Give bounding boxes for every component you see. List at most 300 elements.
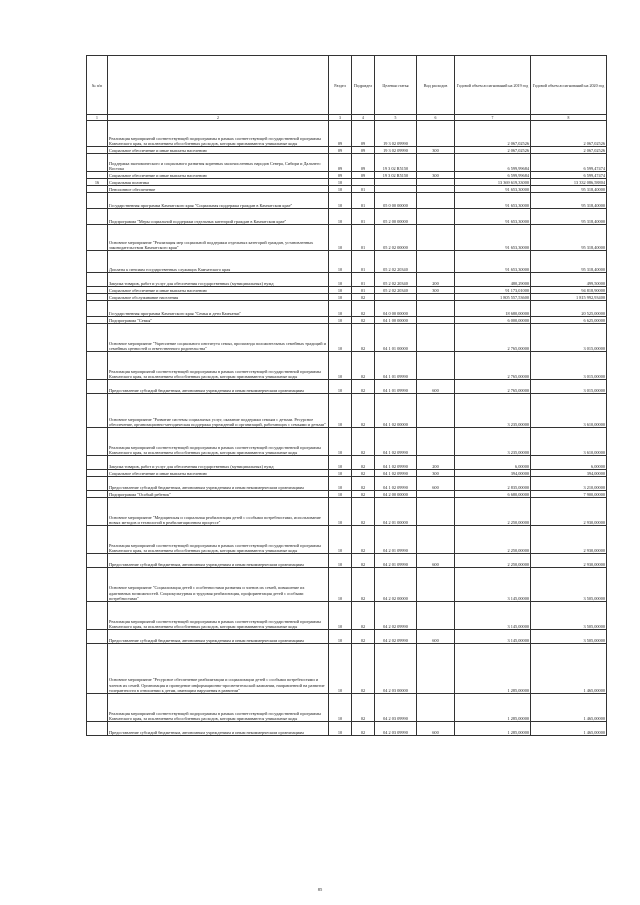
row-target-article: 05 2 02 00000	[375, 225, 417, 251]
row-amount-2020: 1 815 992,93400	[531, 294, 607, 301]
row-num	[87, 477, 108, 491]
row-amount-2019: 1 805 557,53600	[455, 294, 531, 301]
row-name: Закупка товаров, работ и услуг для обеспечения государственных (муниципальных) нужд	[108, 273, 329, 287]
row-amount-2020: 1 465,00000	[531, 694, 607, 722]
row-razdel: 10	[329, 722, 352, 736]
table-row	[87, 602, 607, 630]
row-amount-2020: 6,00000	[531, 456, 607, 470]
row-num	[87, 287, 108, 294]
row-razdel: 09	[329, 154, 352, 172]
table-row	[87, 394, 607, 428]
row-amount-2020: 3 610,00000	[531, 394, 607, 428]
row-target-article: 04 2 03 00000	[375, 644, 417, 694]
row-razdel: 10	[329, 352, 352, 380]
row-razdel: 10	[329, 428, 352, 456]
row-amount-2020: 3 610,00000	[531, 428, 607, 456]
row-amount-2019: 3 145,00000	[455, 630, 531, 644]
row-expense-type	[417, 209, 455, 225]
row-expense-type: 600	[417, 554, 455, 568]
table-body	[87, 121, 607, 736]
row-amount-2020: 6 625,00000	[531, 317, 607, 324]
row-num	[87, 428, 108, 456]
row-target-article: 04 1 01 09990	[375, 380, 417, 394]
row-amount-2020: 3 505,00000	[531, 630, 607, 644]
row-razdel: 10	[329, 554, 352, 568]
table-row	[87, 477, 607, 491]
row-expense-type	[417, 694, 455, 722]
table-row	[87, 225, 607, 251]
row-expense-type	[417, 498, 455, 526]
row-target-article: 04 2 02 00000	[375, 568, 417, 602]
row-razdel: 10	[329, 380, 352, 394]
header-2019: Годовой объем ассигнований на 2019 год	[455, 56, 531, 115]
table-row	[87, 644, 607, 694]
row-expense-type	[417, 301, 455, 317]
row-razdel: 10	[329, 186, 352, 193]
row-target-article: 04 2 01 09990	[375, 554, 417, 568]
row-target-article: 05 2 02 20340	[375, 273, 417, 287]
row-name: Закупка товаров, работ и услуг для обеспечения государственных (муниципальных) нужд	[108, 456, 329, 470]
row-num	[87, 324, 108, 352]
table-row	[87, 179, 607, 186]
table-row	[87, 498, 607, 526]
table-row	[87, 722, 607, 736]
row-num	[87, 456, 108, 470]
row-expense-type: 200	[417, 273, 455, 287]
row-num	[87, 554, 108, 568]
row-expense-type: 600	[417, 722, 455, 736]
row-expense-type	[417, 225, 455, 251]
header-num: № п/п	[87, 56, 108, 115]
row-target-article: 04 1 00 00000	[375, 317, 417, 324]
row-razdel: 10	[329, 477, 352, 491]
row-name: Предоставление субсидий бюджетным, автономным учреждениям и иным некоммерческим организациям	[108, 630, 329, 644]
row-expense-type	[417, 154, 455, 172]
row-razdel: 10	[329, 694, 352, 722]
row-expense-type	[417, 428, 455, 456]
row-amount-2019: 2 765,00000	[455, 324, 531, 352]
row-num	[87, 491, 108, 498]
row-expense-type	[417, 394, 455, 428]
row-amount-2020: 3 015,00000	[531, 324, 607, 352]
row-target-article	[375, 294, 417, 301]
row-podrazdel: 02	[352, 317, 375, 324]
row-amount-2019: 2 765,00000	[455, 352, 531, 380]
row-expense-type	[417, 317, 455, 324]
row-expense-type: 300	[417, 172, 455, 179]
row-amount-2019: 1 285,00000	[455, 722, 531, 736]
row-target-article	[375, 186, 417, 193]
row-target-article: 04 1 01 00000	[375, 324, 417, 352]
colnum: 7	[455, 115, 531, 121]
row-num	[87, 722, 108, 736]
table-row	[87, 251, 607, 273]
row-num	[87, 251, 108, 273]
row-amount-2019: 2 250,00000	[455, 498, 531, 526]
row-podrazdel: 02	[352, 301, 375, 317]
colnum: 6	[417, 115, 455, 121]
row-num	[87, 193, 108, 209]
row-num	[87, 498, 108, 526]
row-amount-2020: 95 318,40000	[531, 209, 607, 225]
row-amount-2019: 6 599,99684	[455, 154, 531, 172]
row-name: Подпрограмма "Меры социальной поддержки отдельных категорий граждан в Камчатском крае"	[108, 209, 329, 225]
row-expense-type	[417, 193, 455, 209]
row-podrazdel: 02	[352, 477, 375, 491]
row-num	[87, 568, 108, 602]
row-amount-2020: 2 930,00000	[531, 498, 607, 526]
table-row	[87, 294, 607, 301]
row-num: 16	[87, 179, 108, 186]
row-amount-2020: 2 930,00000	[531, 554, 607, 568]
row-amount-2019: 6 680,00000	[455, 491, 531, 498]
row-num	[87, 630, 108, 644]
row-expense-type	[417, 491, 455, 498]
row-razdel: 10	[329, 294, 352, 301]
row-expense-type: 600	[417, 477, 455, 491]
table-row	[87, 121, 607, 147]
row-amount-2019: 6 000,00000	[455, 317, 531, 324]
row-amount-2020: 94 818,90000	[531, 287, 607, 294]
row-amount-2019: 6 599,99684	[455, 172, 531, 179]
row-name: Реализация мероприятий соответствующей подпрограммы в рамках соответствующей государственной программы Камчатского края, за исключением обособленных расходов, которым присваиваются уникальные коды	[108, 526, 329, 554]
table-row	[87, 694, 607, 722]
row-amount-2019: 394,00000	[455, 470, 531, 477]
row-name: Предоставление субсидий бюджетным, автономным учреждениям и иным некоммерческим организациям	[108, 380, 329, 394]
row-amount-2019: 2 765,00000	[455, 380, 531, 394]
colnum: 8	[531, 115, 607, 121]
row-num	[87, 301, 108, 317]
row-name: Основное мероприятие "Медицинская и социальная реабилитация детей с особыми потребностями, использование новых методов и технологий в реабилитационном процессе"	[108, 498, 329, 526]
row-name: Реализация мероприятий соответствующей подпрограммы в рамках соответствующей государственной программы Камчатского края, за исключением обособленных расходов, которым присваиваются уникальные коды	[108, 121, 329, 147]
row-podrazdel: 02	[352, 630, 375, 644]
table-row	[87, 526, 607, 554]
row-amount-2019: 91 653,30000	[455, 193, 531, 209]
row-expense-type: 600	[417, 630, 455, 644]
row-razdel: 10	[329, 301, 352, 317]
row-amount-2020: 7 900,00000	[531, 491, 607, 498]
row-podrazdel: 01	[352, 273, 375, 287]
row-amount-2019: 3 145,00000	[455, 568, 531, 602]
row-num	[87, 209, 108, 225]
row-target-article: 04 2 00 00000	[375, 491, 417, 498]
row-podrazdel: 09	[352, 172, 375, 179]
row-podrazdel: 01	[352, 209, 375, 225]
row-expense-type	[417, 324, 455, 352]
table-row	[87, 287, 607, 294]
row-amount-2020: 1 465,00000	[531, 722, 607, 736]
row-expense-type	[417, 121, 455, 147]
row-name: Основное мероприятие "Социализация детей с особенностями развития и членов их семей, повышение их адаптивных возможностей. Социокультурная и трудовая реабилитация, профориентация детей с особыми потребностями"	[108, 568, 329, 602]
row-expense-type: 300	[417, 147, 455, 154]
row-razdel: 09	[329, 172, 352, 179]
row-expense-type: 200	[417, 456, 455, 470]
row-target-article: 04 2 01 09990	[375, 526, 417, 554]
table-row	[87, 154, 607, 172]
header-expense-type: Вид расходов	[417, 56, 455, 115]
row-target-article: 04 2 02 09990	[375, 630, 417, 644]
row-target-article: 04 2 03 09990	[375, 722, 417, 736]
row-razdel: 10	[329, 526, 352, 554]
row-name: Доплаты к пенсиям государственных служащих Камчатского края	[108, 251, 329, 273]
row-num	[87, 380, 108, 394]
row-amount-2020: 3 210,00000	[531, 477, 607, 491]
table-row	[87, 301, 607, 317]
row-name: Государственная программа Камчатского края "Социальная поддержка граждан в Камчатском крае"	[108, 193, 329, 209]
row-target-article: 04 1 02 09990	[375, 477, 417, 491]
row-razdel: 10	[329, 179, 352, 186]
row-name: Социальное обеспечение и иные выплаты населению	[108, 287, 329, 294]
row-amount-2019: 18 680,00000	[455, 301, 531, 317]
row-amount-2019: 91 653,30000	[455, 251, 531, 273]
header-target-article: Целевая статья	[375, 56, 417, 115]
row-amount-2019: 3 145,00000	[455, 602, 531, 630]
row-podrazdel: 02	[352, 568, 375, 602]
row-podrazdel: 02	[352, 294, 375, 301]
row-name: Предоставление субсидий бюджетным, автономным учреждениям и иным некоммерческим организациям	[108, 554, 329, 568]
row-name: Поддержка экономического и социального развития коренных малочисленных народов Севера, Сибири и Дальнего Востока	[108, 154, 329, 172]
row-podrazdel: 02	[352, 722, 375, 736]
table-row	[87, 273, 607, 287]
row-num	[87, 694, 108, 722]
row-num	[87, 394, 108, 428]
row-amount-2019: 2 835,00000	[455, 477, 531, 491]
row-amount-2020: 20 525,00000	[531, 301, 607, 317]
row-razdel: 10	[329, 317, 352, 324]
row-razdel: 10	[329, 630, 352, 644]
row-name: Социальное обеспечение и иные выплаты населению	[108, 147, 329, 154]
colnum: 2	[108, 115, 329, 121]
row-name: Государственная программа Камчатского края "Семья и дети Камчатки"	[108, 301, 329, 317]
colnum: 4	[352, 115, 375, 121]
row-expense-type	[417, 602, 455, 630]
row-razdel: 10	[329, 491, 352, 498]
row-amount-2020: 3 505,00000	[531, 568, 607, 602]
row-name: Пенсионное обеспечение	[108, 186, 329, 193]
row-amount-2020: 499,50000	[531, 273, 607, 287]
row-num	[87, 294, 108, 301]
row-num	[87, 526, 108, 554]
row-amount-2019: 1 285,00000	[455, 694, 531, 722]
table-row	[87, 186, 607, 193]
row-name: Социальное обслуживание населения	[108, 294, 329, 301]
row-target-article: 04 1 02 09990	[375, 428, 417, 456]
row-num	[87, 121, 108, 147]
row-amount-2020: 3 015,00000	[531, 380, 607, 394]
row-target-article: 19 3 02 09990	[375, 121, 417, 147]
row-amount-2019: 2 250,00000	[455, 554, 531, 568]
row-amount-2019: 1 285,00000	[455, 644, 531, 694]
row-razdel: 10	[329, 209, 352, 225]
row-amount-2020: 3 505,00000	[531, 602, 607, 630]
row-podrazdel: 02	[352, 491, 375, 498]
row-target-article: 19 3 02 09990	[375, 147, 417, 154]
row-amount-2020: 2 067,02526	[531, 121, 607, 147]
row-name: Основное мероприятие "Ресурсное обеспечение реабилитации и социализации детей с особыми потребностями и членов их семей. Организация и проведение информационно-просветительской кампании, направленной на развитие толерантности в отношении к детям, имеющим нарушения в развитии"	[108, 644, 329, 694]
row-name: Основное мероприятие "Развитие системы социальных услуг, оказание поддержки семьям с детьми. Ресурсное обеспечение, организационно-методическая поддержка учреждений и организаций, работающих с семьями и детьми"	[108, 394, 329, 428]
row-podrazdel: 02	[352, 352, 375, 380]
row-target-article: 05 2 02 20340	[375, 287, 417, 294]
page-number: 85	[317, 887, 323, 892]
row-razdel: 10	[329, 394, 352, 428]
row-expense-type: 600	[417, 380, 455, 394]
row-amount-2020: 2 067,02526	[531, 147, 607, 154]
row-podrazdel: 02	[352, 526, 375, 554]
table-row	[87, 470, 607, 477]
row-num	[87, 644, 108, 694]
row-amount-2020: 1 465,00000	[531, 644, 607, 694]
header-razdel: Раздел	[329, 56, 352, 115]
row-podrazdel: 02	[352, 602, 375, 630]
table-header-row	[87, 56, 607, 115]
table-row	[87, 352, 607, 380]
row-num	[87, 352, 108, 380]
row-podrazdel: 01	[352, 186, 375, 193]
row-razdel: 10	[329, 287, 352, 294]
row-amount-2020: 13 332 086,58804	[531, 179, 607, 186]
row-amount-2020: 95 318,40000	[531, 251, 607, 273]
row-name: Социальная политика	[108, 179, 329, 186]
row-razdel: 10	[329, 193, 352, 209]
row-amount-2019: 2 250,00000	[455, 526, 531, 554]
row-amount-2020: 95 318,40000	[531, 225, 607, 251]
row-target-article: 05 2 02 20340	[375, 251, 417, 273]
row-name: Реализация мероприятий соответствующей подпрограммы в рамках соответствующей государственной программы Камчатского края, за исключением обособленных расходов, которым присваиваются уникальные коды	[108, 428, 329, 456]
budget-table	[86, 55, 607, 736]
row-expense-type	[417, 186, 455, 193]
row-razdel: 10	[329, 273, 352, 287]
row-amount-2020: 394,00000	[531, 470, 607, 477]
row-expense-type	[417, 568, 455, 602]
row-target-article: 04 1 02 09990	[375, 456, 417, 470]
table-row	[87, 491, 607, 498]
row-num	[87, 186, 108, 193]
row-num	[87, 273, 108, 287]
row-podrazdel: 02	[352, 394, 375, 428]
row-razdel: 10	[329, 251, 352, 273]
table-row	[87, 317, 607, 324]
colnum: 3	[329, 115, 352, 121]
table-row	[87, 568, 607, 602]
row-num	[87, 602, 108, 630]
table-row	[87, 380, 607, 394]
row-expense-type	[417, 251, 455, 273]
row-name: Основное мероприятие "Укрепление социального института семьи, пропаганда положительных семейных традиций и семейных ценностей и ответственного родительства"	[108, 324, 329, 352]
row-razdel: 10	[329, 324, 352, 352]
row-razdel: 09	[329, 147, 352, 154]
row-podrazdel: 02	[352, 380, 375, 394]
row-amount-2019: 91 653,30000	[455, 225, 531, 251]
table-row	[87, 630, 607, 644]
row-podrazdel: 09	[352, 121, 375, 147]
row-expense-type	[417, 294, 455, 301]
row-expense-type	[417, 179, 455, 186]
row-num	[87, 317, 108, 324]
row-target-article: 04 2 02 09990	[375, 602, 417, 630]
row-target-article: 19 3 02 R5150	[375, 154, 417, 172]
colnum: 5	[375, 115, 417, 121]
row-amount-2019: 13 369 619,33000	[455, 179, 531, 186]
row-num	[87, 225, 108, 251]
row-podrazdel: 02	[352, 428, 375, 456]
row-amount-2020: 6 599,47474	[531, 154, 607, 172]
row-podrazdel: 02	[352, 554, 375, 568]
row-amount-2019: 91 653,30000	[455, 186, 531, 193]
row-amount-2019: 91 653,30000	[455, 209, 531, 225]
row-podrazdel: 09	[352, 147, 375, 154]
row-name: Предоставление субсидий бюджетным, автономным учреждениям и иным некоммерческим организациям	[108, 722, 329, 736]
row-amount-2019: 6,00000	[455, 456, 531, 470]
row-amount-2019: 3 235,00000	[455, 394, 531, 428]
row-amount-2019: 2 067,02526	[455, 147, 531, 154]
row-target-article: 04 2 01 00000	[375, 498, 417, 526]
row-podrazdel: 02	[352, 498, 375, 526]
table-row	[87, 456, 607, 470]
row-amount-2019: 480,29000	[455, 273, 531, 287]
row-target-article: 04 0 00 00000	[375, 301, 417, 317]
row-razdel: 10	[329, 456, 352, 470]
row-name: Реализация мероприятий соответствующей подпрограммы в рамках соответствующей государственной программы Камчатского края, за исключением обособленных расходов, которым присваиваются уникальные коды	[108, 602, 329, 630]
row-podrazdel: 02	[352, 694, 375, 722]
row-name: Основное мероприятие "Реализация мер социальной поддержки отдельных категорий граждан, установленных законодательством Камчатского края"	[108, 225, 329, 251]
row-num	[87, 172, 108, 179]
row-amount-2019: 91 173,01000	[455, 287, 531, 294]
table-row	[87, 324, 607, 352]
table-row	[87, 428, 607, 456]
header-podrazdel: Подраздел	[352, 56, 375, 115]
row-amount-2020: 95 318,40000	[531, 186, 607, 193]
row-target-article: 04 1 02 00000	[375, 394, 417, 428]
row-razdel: 10	[329, 470, 352, 477]
table-row	[87, 193, 607, 209]
row-target-article: 04 1 01 09990	[375, 352, 417, 380]
row-podrazdel: 02	[352, 456, 375, 470]
row-name: Социальное обеспечение и иные выплаты населению	[108, 470, 329, 477]
colnum: 1	[87, 115, 108, 121]
row-podrazdel: 01	[352, 287, 375, 294]
row-razdel: 10	[329, 568, 352, 602]
row-target-article: 04 1 02 09990	[375, 470, 417, 477]
row-num	[87, 154, 108, 172]
row-podrazdel: 01	[352, 251, 375, 273]
row-target-article	[375, 179, 417, 186]
row-amount-2019: 2 067,02526	[455, 121, 531, 147]
table-row	[87, 209, 607, 225]
row-razdel: 10	[329, 498, 352, 526]
row-name: Предоставление субсидий бюджетным, автономным учреждениям и иным некоммерческим организациям	[108, 477, 329, 491]
row-expense-type: 300	[417, 470, 455, 477]
row-podrazdel: 09	[352, 154, 375, 172]
row-target-article: 04 2 03 09990	[375, 694, 417, 722]
row-target-article: 05 2 00 00000	[375, 209, 417, 225]
row-podrazdel: 01	[352, 225, 375, 251]
row-amount-2020: 95 318,40000	[531, 193, 607, 209]
row-num	[87, 147, 108, 154]
row-podrazdel: 02	[352, 324, 375, 352]
header-2020: Годовой объем ассигнований на 2020 год	[531, 56, 607, 115]
table-row	[87, 147, 607, 154]
row-num	[87, 470, 108, 477]
row-expense-type	[417, 526, 455, 554]
row-name: Реализация мероприятий соответствующей подпрограммы в рамках соответствующей государственной программы Камчатского края, за исключением обособленных расходов, которым присваиваются уникальные коды	[108, 352, 329, 380]
row-amount-2019: 3 235,00000	[455, 428, 531, 456]
row-expense-type: 300	[417, 287, 455, 294]
row-amount-2020: 6 599,47474	[531, 172, 607, 179]
row-podrazdel	[352, 179, 375, 186]
row-amount-2020: 3 015,00000	[531, 352, 607, 380]
header-name	[108, 56, 329, 115]
row-podrazdel: 01	[352, 193, 375, 209]
